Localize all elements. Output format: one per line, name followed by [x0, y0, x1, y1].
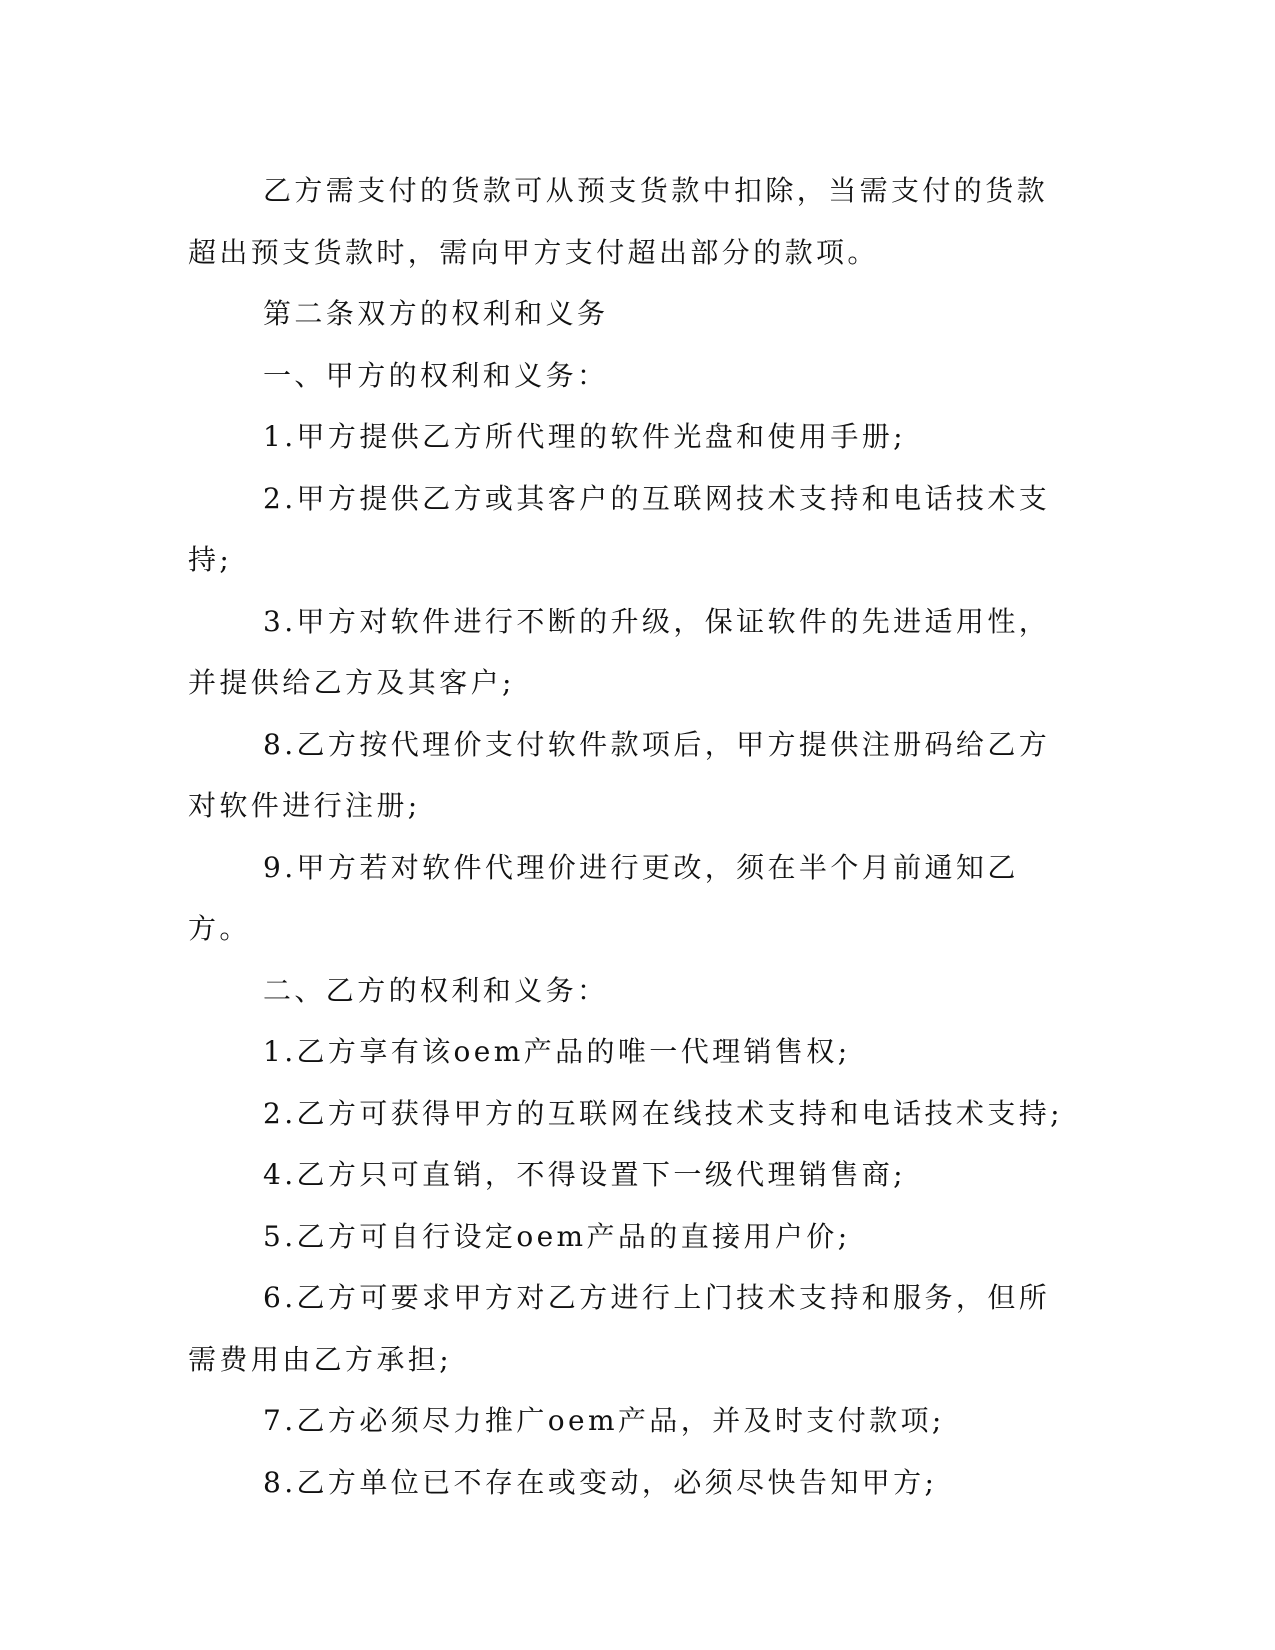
party-a-item-9: 9.甲方若对软件代理价进行更改，须在半个月前通知乙方。 — [188, 850, 1019, 945]
party-b-item-8: 8.乙方单位已不存在或变动，必须尽快告知甲方; — [263, 1465, 938, 1499]
party-a-item-1: 1.甲方提供乙方所代理的软件光盘和使用手册; — [263, 420, 906, 453]
party-a-item-8: 8.乙方按代理价支付软件款项后，甲方提供注册码给乙方对软件进行注册; — [188, 727, 1051, 822]
party-b-item-2: 2.乙方可获得甲方的互联网在线技术支持和电话技术支持; — [263, 1096, 1063, 1130]
party-b-item-4: 4.乙方只可直销，不得设置下一级代理销售商; — [263, 1158, 906, 1191]
party-a-item-2: 2.甲方提供乙方或其客户的互联网技术支持和电话技术支持; — [188, 481, 1051, 576]
party-b-item-6: 6.乙方可要求甲方对乙方进行上门技术支持和服务，但所需费用由乙方承担; — [188, 1281, 1051, 1376]
heading-party-a-rights: 一、甲方的权利和义务： — [263, 358, 609, 392]
paragraph-payment-deduction: 乙方需支付的货款可从预支货款中扣除，当需支付的货款超出预支货款时，需向甲方支付超出部分的款项。 — [188, 174, 1049, 269]
heading-party-b-rights: 二、乙方的权利和义务： — [263, 973, 609, 1007]
document-body — [188, 160, 1068, 1513]
party-b-item-5: 5.乙方可自行设定oem产品的直接用户价; — [263, 1219, 851, 1253]
heading-article-two: 第二条双方的权利和义务 — [263, 297, 609, 330]
party-a-item-3: 3.甲方对软件进行不断的升级，保证软件的先进适用性，并提供给乙方及其客户; — [188, 604, 1051, 699]
party-b-item-7: 7.乙方必须尽力推广oem产品，并及时支付款项; — [263, 1404, 945, 1437]
party-b-item-1: 1.乙方享有该oem产品的唯一代理销售权; — [263, 1035, 851, 1068]
